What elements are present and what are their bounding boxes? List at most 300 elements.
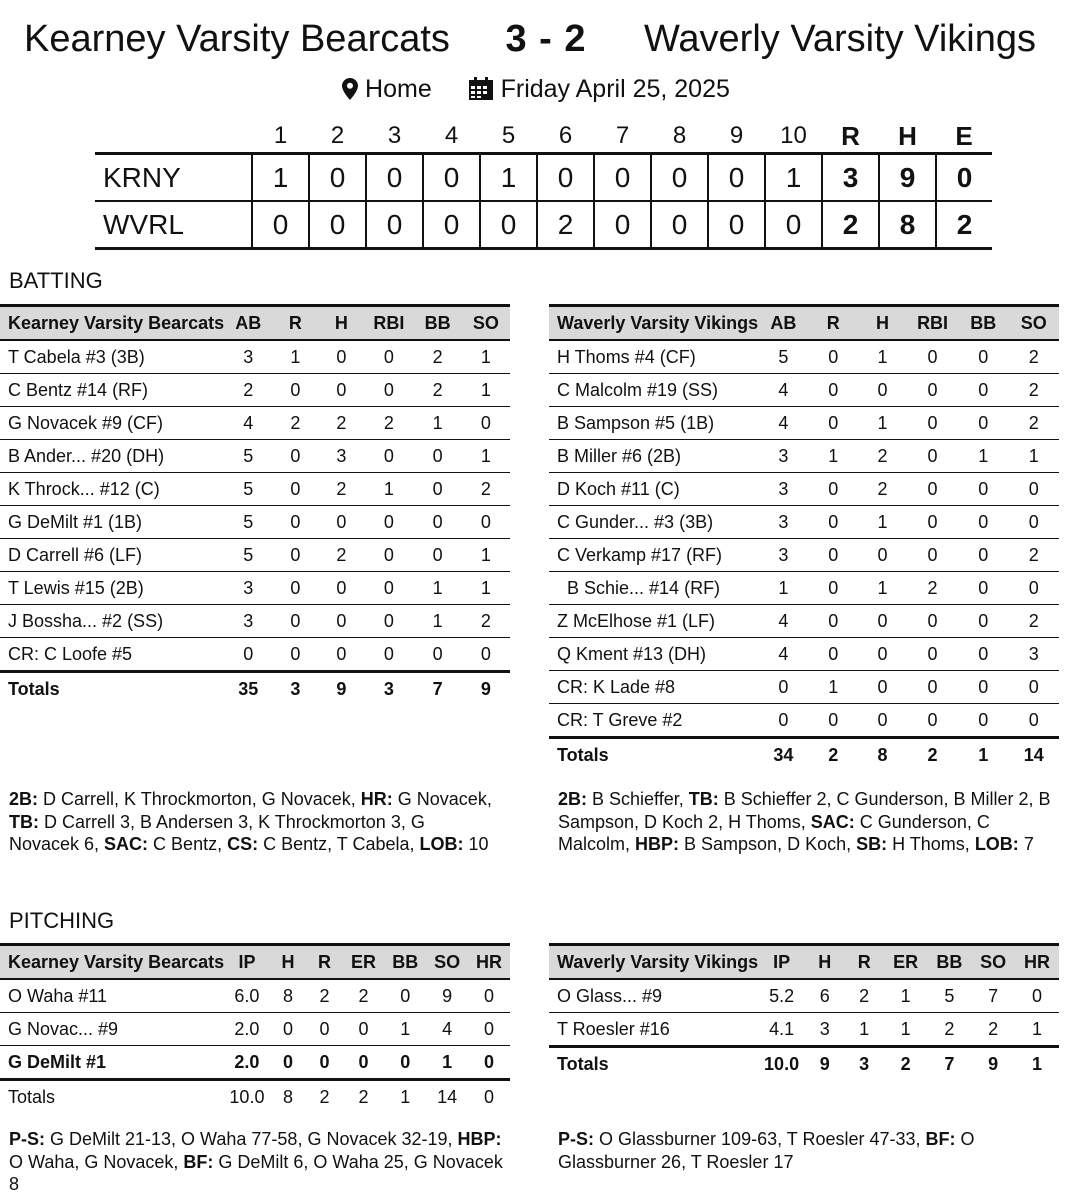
stat-value: 2 [907, 572, 958, 605]
stat-value: 2 [988, 1018, 999, 1039]
stat-value: 0 [462, 407, 510, 440]
stat-column-header: ER [884, 945, 928, 980]
player-row [549, 340, 1059, 374]
totals-value: 10.0 [758, 1047, 805, 1081]
stat-value: 5.2 [758, 979, 805, 1013]
linescore-team: KRNY [95, 154, 252, 202]
player-name: C Malcolm #19 (SS) [549, 374, 758, 407]
stat-value: 5 [224, 440, 272, 473]
stat-value: 2 [364, 407, 413, 440]
player-row [549, 1013, 1059, 1047]
inning-score: 0 [651, 201, 708, 249]
stat-value: 1 [462, 374, 510, 407]
player-row [0, 407, 510, 440]
stat-column-header: BB [413, 306, 461, 341]
stat-value: 0 [272, 440, 318, 473]
stat-value: 0 [958, 340, 1008, 374]
stat-value: 0 [958, 407, 1008, 440]
stat-value: 1 [413, 407, 461, 440]
stat-value: 0 [364, 539, 413, 572]
stat-value: 0 [318, 374, 364, 407]
stat-value: 4 [758, 605, 808, 638]
home-batting-table [0, 304, 510, 705]
totals-value: 1 [958, 738, 1008, 772]
stat-value: 1 [858, 572, 907, 605]
player-row [0, 979, 510, 1013]
stat-value: 0 [364, 572, 413, 605]
stat-value: 0 [858, 671, 907, 704]
note-text: D Carrell 3, B Andersen 3, K Throckmorton 3, G Novacek 6, [9, 811, 425, 854]
inning-score: 0 [708, 154, 765, 202]
stat-value: 0 [358, 1051, 369, 1072]
hits-total: 8 [879, 201, 936, 249]
player-row [0, 572, 510, 605]
player-row [549, 407, 1059, 440]
stat-value: 5 [224, 473, 272, 506]
linescore-table [95, 120, 992, 250]
stat-value: 6.0 [224, 979, 270, 1013]
stat-value: 0 [809, 473, 858, 506]
player-name: D Koch #11 (C) [549, 473, 758, 506]
stat-value: 2 [318, 539, 364, 572]
stat-value: 0 [907, 638, 958, 671]
stat-value: 1 [758, 572, 808, 605]
stat-value: 1 [413, 572, 461, 605]
note-label: TB: [688, 789, 719, 809]
totals-value: 8 [858, 738, 907, 772]
note-text: G DeMilt 6, O Waha 25, G Novacek 8 [9, 1151, 503, 1194]
stat-value: 1 [364, 473, 413, 506]
calendar-icon [468, 77, 494, 101]
totals-label: Totals [0, 1080, 224, 1114]
stat-value: 0 [400, 1051, 411, 1072]
stat-column-header: BB [958, 306, 1008, 341]
stat-column-header: BB [927, 945, 971, 980]
note-text: 7 [1018, 834, 1034, 854]
stat-value: 1 [462, 572, 510, 605]
stat-value: 4 [758, 374, 808, 407]
inning-score: 0 [594, 201, 651, 249]
stat-column-header: SO [462, 306, 510, 341]
totals-value: 2 [907, 738, 958, 772]
player-name: O Waha #11 [0, 979, 224, 1013]
totals-value: 2 [884, 1047, 928, 1081]
stat-value: 8 [270, 979, 307, 1013]
stat-value: 0 [283, 1051, 294, 1072]
totals-value: 14 [426, 1080, 468, 1114]
stat-value: 0 [958, 671, 1008, 704]
stat-value: 5 [224, 506, 272, 539]
stat-column-header: R [306, 945, 343, 980]
stat-value: 3 [758, 506, 808, 539]
inning-score: 0 [309, 154, 366, 202]
stat-value: 0 [290, 643, 301, 664]
note-label: BF: [183, 1151, 214, 1172]
stat-value: 2 [224, 374, 272, 407]
linescore-col-header: H [898, 120, 917, 151]
stat-value: 1 [884, 979, 928, 1013]
stat-value: 0 [272, 605, 318, 638]
stat-value: 4 [758, 407, 808, 440]
totals-row [549, 738, 1059, 772]
stat-value: 7 [971, 979, 1015, 1013]
stat-column-header: R [844, 945, 883, 980]
note-text: B Schieffer, [587, 789, 689, 809]
stat-value: 0 [758, 671, 808, 704]
linescore-col-header: 8 [672, 122, 687, 149]
inning-score: 1 [765, 154, 822, 202]
stat-value: 0 [1028, 709, 1039, 730]
stat-value: 0 [809, 374, 858, 407]
note-text: O Waha, G Novacek, [9, 1151, 184, 1172]
totals-value: 1 [384, 1080, 426, 1114]
stat-value: 5 [758, 340, 808, 374]
stat-value: 0 [364, 340, 413, 374]
stat-value: 2 [306, 979, 343, 1013]
note-text: B Sampson, D Koch, [679, 834, 857, 854]
stat-value: 3 [758, 440, 808, 473]
stat-column-header: H [858, 306, 907, 341]
totals-value: 9 [805, 1047, 844, 1081]
stat-value: 0 [907, 340, 958, 374]
stat-value: 2 [844, 979, 883, 1013]
note-label: SB: [856, 834, 888, 854]
stat-value: 2 [1009, 340, 1060, 374]
stat-value: 0 [1009, 506, 1060, 539]
stat-value: 0 [1009, 671, 1060, 704]
stat-value: 0 [958, 572, 1008, 605]
stat-value: 2.0 [234, 1051, 260, 1072]
stat-value: 0 [364, 605, 413, 638]
stat-value: 0 [858, 374, 907, 407]
stat-column-header: HR [1015, 945, 1059, 980]
stat-value: 4 [224, 407, 272, 440]
player-row [0, 374, 510, 407]
stat-column-header: R [809, 306, 858, 341]
note-label: HR: [360, 789, 393, 809]
totals-value: 34 [758, 738, 808, 772]
stat-value: 0 [319, 1051, 330, 1072]
stat-value: 3 [224, 572, 272, 605]
inning-score: 1 [480, 154, 537, 202]
stat-value: 0 [828, 709, 839, 730]
player-name: D Carrell #6 (LF) [0, 539, 224, 572]
player-name: CR: C Loofe #5 [8, 643, 133, 664]
stat-value: 0 [809, 605, 858, 638]
stat-value: 1 [900, 1018, 911, 1039]
player-row [0, 605, 510, 638]
stat-value: 0 [243, 643, 254, 664]
home-pitching-notes [9, 1128, 509, 1196]
stat-value: 2 [1009, 407, 1060, 440]
player-name: B Sampson #5 (1B) [549, 407, 758, 440]
stat-value: 3 [758, 473, 808, 506]
linescore-col-header: 5 [501, 122, 516, 149]
stat-value: 2 [858, 440, 907, 473]
stat-value: 3 [819, 1018, 830, 1039]
player-name: O Glass... #9 [549, 979, 758, 1013]
stat-value: 0 [778, 709, 789, 730]
player-row [549, 671, 1059, 704]
note-label: P-S: [9, 1129, 45, 1149]
stat-value: 0 [272, 539, 318, 572]
batting-section-label: BATTING [9, 268, 103, 293]
stat-value: 3 [224, 605, 272, 638]
stat-value: 0 [270, 1013, 307, 1046]
stat-value: 3 [758, 539, 808, 572]
totals-value: 9 [971, 1047, 1015, 1081]
stat-value: 0 [413, 473, 461, 506]
player-name: CR: T Greve #2 [557, 709, 683, 730]
totals-row [549, 1047, 1059, 1081]
player-row [549, 473, 1059, 506]
linescore-col-header: E [955, 120, 973, 151]
player-name: T Roesler #16 [557, 1018, 670, 1039]
stat-value: 0 [809, 506, 858, 539]
player-row [549, 539, 1059, 572]
stat-value: 0 [1015, 979, 1059, 1013]
inning-score: 0 [366, 154, 423, 202]
inning-score: 0 [423, 154, 480, 202]
stat-value: 0 [907, 671, 958, 704]
stat-value: 0 [364, 374, 413, 407]
totals-value: 2 [809, 738, 858, 772]
final-score: 3 - 2 [505, 18, 587, 60]
linescore-row [95, 201, 992, 249]
home-team-name: Kearney Varsity Bearcats [24, 18, 450, 60]
player-name: Q Kment #13 (DH) [549, 638, 758, 671]
player-row [0, 638, 510, 672]
totals-value: 1 [1015, 1047, 1059, 1081]
stat-value: 1 [462, 539, 510, 572]
note-text: O Glassburner 26, T Roesler 17 [558, 1129, 975, 1172]
stat-value: 5 [927, 979, 971, 1013]
away-batting-table [549, 304, 1059, 771]
stat-value: 0 [809, 539, 858, 572]
stat-value: 1 [958, 440, 1008, 473]
linescore-corner [95, 120, 252, 154]
stat-value: 0 [809, 340, 858, 374]
stat-value: 4.1 [769, 1018, 795, 1039]
stat-column-header: AB [758, 306, 808, 341]
totals-value: 0 [468, 1080, 510, 1114]
team-column-header: Kearney Varsity Bearcats [0, 945, 224, 980]
stat-column-header: R [272, 306, 318, 341]
player-row [0, 1013, 510, 1046]
inning-score: 0 [651, 154, 708, 202]
stat-value: 2 [462, 605, 510, 638]
stat-value: 0 [907, 407, 958, 440]
stat-value: 2 [462, 473, 510, 506]
linescore-col-header: 9 [729, 122, 744, 149]
totals-value: 7 [927, 1047, 971, 1081]
linescore-col-header: 7 [615, 122, 630, 149]
totals-label: Totals [549, 1047, 758, 1081]
inning-score: 0 [423, 201, 480, 249]
player-row [549, 572, 1059, 605]
totals-label: Totals [549, 738, 758, 772]
stat-value: 0 [907, 506, 958, 539]
stat-value: 4 [758, 638, 808, 671]
stat-value: 0 [907, 440, 958, 473]
stat-value: 3 [1009, 638, 1060, 671]
stat-value: 1 [442, 1051, 453, 1072]
stat-value: 0 [272, 506, 318, 539]
stat-column-header: IP [758, 945, 805, 980]
stat-value: 0 [958, 473, 1008, 506]
stat-column-header: SO [1009, 306, 1060, 341]
stat-value: 0 [318, 605, 364, 638]
game-date: Friday April 25, 2025 [500, 74, 730, 103]
totals-value: 14 [1009, 738, 1060, 772]
inning-score: 0 [480, 201, 537, 249]
player-row [549, 605, 1059, 638]
player-name: H Thoms #4 (CF) [549, 340, 758, 374]
note-text: C Bentz, T Cabela, [258, 834, 420, 854]
stat-value: 1 [859, 1018, 870, 1039]
stat-column-header: ER [343, 945, 384, 980]
stat-value: 0 [318, 506, 364, 539]
note-label: SAC: [104, 834, 149, 854]
totals-row [0, 672, 510, 706]
team-column-header: Waverly Varsity Vikings [549, 306, 758, 341]
note-text: D Carrell, K Throckmorton, G Novacek, [38, 789, 361, 809]
note-label: CS: [227, 834, 259, 854]
stat-value: 2 [272, 407, 318, 440]
stat-value: 0 [809, 572, 858, 605]
player-name: B Miller #6 (2B) [549, 440, 758, 473]
player-row [549, 704, 1059, 738]
linescore-team: WVRL [95, 201, 252, 249]
inning-score: 0 [309, 201, 366, 249]
stat-value: 2 [944, 1018, 955, 1039]
stat-value: 0 [958, 374, 1008, 407]
stat-value: 1 [413, 605, 461, 638]
totals-value: 3 [272, 672, 318, 706]
totals-value: 8 [270, 1080, 307, 1114]
stat-value: 2 [343, 979, 384, 1013]
stat-value: 2 [413, 374, 461, 407]
player-name: G Novacek #9 (CF) [0, 407, 224, 440]
stat-value: 1 [809, 671, 858, 704]
stat-value: 0 [383, 643, 394, 664]
stat-value: 5 [224, 539, 272, 572]
note-label: 2B: [558, 789, 588, 809]
stat-value: 0 [318, 572, 364, 605]
totals-value: 2 [306, 1080, 343, 1114]
player-row [0, 539, 510, 572]
stat-column-header: IP [224, 945, 270, 980]
team-column-header: Kearney Varsity Bearcats [0, 306, 224, 341]
game-location: Home [365, 74, 432, 103]
stat-value: 0 [272, 473, 318, 506]
stat-column-header: AB [224, 306, 272, 341]
stat-value: 0 [468, 1013, 510, 1046]
player-row [549, 374, 1059, 407]
errors-total: 0 [936, 154, 992, 202]
stat-value: 2 [318, 473, 364, 506]
player-row [0, 1046, 510, 1080]
player-name: B Schie... #14 (RF) [549, 572, 758, 605]
totals-row [0, 1080, 510, 1114]
stat-value: 0 [336, 643, 347, 664]
player-row [0, 440, 510, 473]
stat-column-header: RBI [364, 306, 413, 341]
runs-total: 3 [822, 154, 879, 202]
note-label: HBP: [457, 1129, 502, 1149]
totals-value: 7 [413, 672, 461, 706]
note-text: C Bentz, [148, 834, 228, 854]
note-label: TB: [9, 811, 39, 832]
hits-total: 9 [879, 154, 936, 202]
stat-value: 0 [958, 539, 1008, 572]
player-name: K Throck... #12 (C) [0, 473, 224, 506]
stat-value: 0 [468, 979, 510, 1013]
linescore-col-header: 4 [444, 122, 459, 149]
note-label: P-S: [558, 1129, 594, 1149]
note-text: G DeMilt 21-13, O Waha 77-58, G Novacek 32-19, [45, 1129, 458, 1149]
linescore-row [95, 154, 992, 202]
stat-value: 3 [224, 340, 272, 374]
stat-value: 1 [1009, 440, 1060, 473]
player-name: C Gunder... #3 (3B) [549, 506, 758, 539]
linescore-col-header: 2 [330, 122, 345, 149]
stat-value: 0 [484, 1051, 495, 1072]
linescore-col-header: R [841, 120, 860, 151]
stat-value: 0 [958, 506, 1008, 539]
stat-column-header: BB [384, 945, 426, 980]
note-text: B Schieffer 2, C Gunderson, B Miller 2, B Sampson, D Koch 2, H Thoms, [558, 789, 1051, 832]
linescore-col-header: 3 [387, 122, 402, 149]
note-text: 10 [463, 834, 489, 854]
runs-total: 2 [822, 201, 879, 249]
player-name: C Bentz #14 (RF) [0, 374, 224, 407]
stat-value: 1 [462, 340, 510, 374]
player-row [0, 340, 510, 374]
stat-value: 1 [809, 440, 858, 473]
totals-value: 10.0 [224, 1080, 270, 1114]
stat-value: 0 [809, 407, 858, 440]
stat-value: 3 [318, 440, 364, 473]
player-name: T Cabela #3 (3B) [0, 340, 224, 374]
linescore-col-header: 6 [558, 122, 573, 149]
stat-column-header: SO [971, 945, 1015, 980]
inning-score: 0 [765, 201, 822, 249]
player-name: J Bossha... #2 (SS) [0, 605, 224, 638]
note-label: LOB: [419, 834, 464, 854]
inning-score: 0 [537, 154, 594, 202]
inning-score: 1 [252, 154, 309, 202]
inning-score: 0 [708, 201, 765, 249]
stat-value: 0 [343, 1013, 384, 1046]
stat-value: 0 [858, 605, 907, 638]
stat-value: 0 [809, 638, 858, 671]
stat-value: 0 [958, 605, 1008, 638]
note-text: H Thoms, [887, 834, 975, 854]
player-row [549, 979, 1059, 1013]
stat-value: 1 [1032, 1018, 1043, 1039]
stat-value: 0 [364, 506, 413, 539]
totals-value: 2 [343, 1080, 384, 1114]
stat-value: 1 [858, 340, 907, 374]
stat-value: 9 [426, 979, 468, 1013]
stat-value: 2 [1009, 539, 1060, 572]
stat-value: 2 [1009, 374, 1060, 407]
player-name: G DeMilt #1 [8, 1051, 107, 1072]
stat-value: 0 [413, 506, 461, 539]
stat-value: 0 [318, 340, 364, 374]
stat-value: 0 [907, 605, 958, 638]
